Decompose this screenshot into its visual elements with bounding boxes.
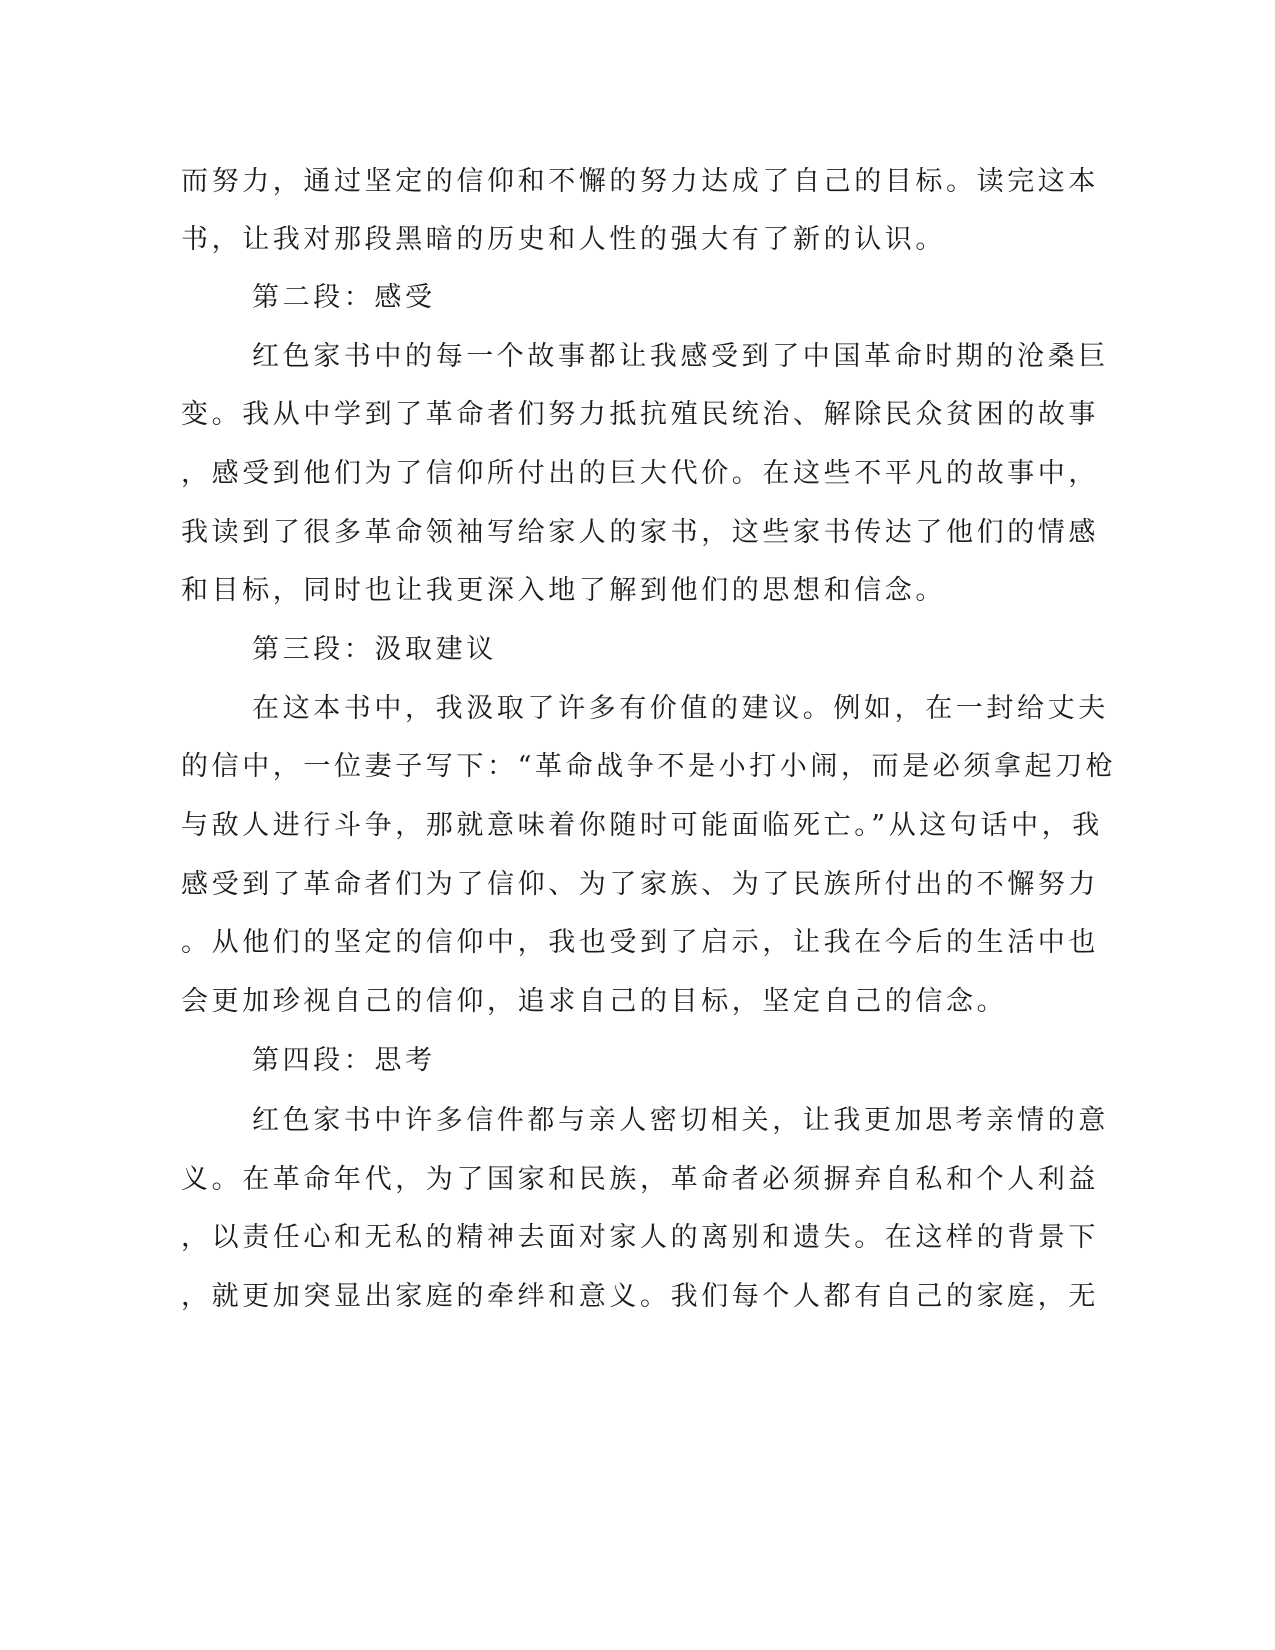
section-heading-3: 第三段：汲取建议	[252, 634, 497, 665]
text-line-18: 义。在革命年代，为了国家和民族，革命者必须摒弃自私和个人利益	[181, 1164, 1099, 1195]
text-line-6: ，感受到他们为了信仰所付出的巨大代价。在这些不平凡的故事中，	[181, 458, 1099, 489]
text-line-14: 。从他们的坚定的信仰中，我也受到了启示，让我在今后的生活中也	[181, 927, 1099, 958]
paragraph-start-line: 在这本书中，我汲取了许多有价值的建议。例如，在一封给丈夫	[252, 693, 1109, 724]
text-line-1: 而努力，通过坚定的信仰和不懈的努力达成了自己的目标。读完这本	[181, 166, 1099, 197]
text-line-8: 和目标，同时也让我更深入地了解到他们的思想和信念。	[181, 575, 946, 606]
section-heading-4: 第四段：思考	[252, 1045, 436, 1076]
text-line-7: 我读到了很多革命领袖写给家人的家书，这些家书传达了他们的情感	[181, 517, 1099, 548]
text-line-15: 会更加珍视自己的信仰，追求自己的目标，坚定自己的信念。	[181, 986, 1008, 1017]
paragraph-start-line: 红色家书中许多信件都与亲人密切相关，让我更加思考亲情的意	[252, 1105, 1109, 1136]
text-line-19: ，以责任心和无私的精神去面对家人的离别和遗失。在这样的背景下	[181, 1222, 1099, 1253]
section-heading-2: 第二段：感受	[252, 282, 436, 313]
text-line-20: ，就更加突显出家庭的牵绊和意义。我们每个人都有自己的家庭，无	[181, 1281, 1099, 1312]
text-line-5: 变。我从中学到了革命者们努力抵抗殖民统治、解除民众贫困的故事	[181, 399, 1099, 430]
text-line-12: 与敌人进行斗争，那就意味着你随时可能面临死亡。”从这句话中，我	[181, 810, 1103, 841]
text-line-11: 的信中，一位妻子写下：“革命战争不是小打小闹，而是必须拿起刀枪	[181, 751, 1117, 782]
paragraph-start-line: 红色家书中的每一个故事都让我感受到了中国革命时期的沧桑巨	[252, 341, 1109, 372]
text-line-2: 书，让我对那段黑暗的历史和人性的强大有了新的认识。	[181, 224, 946, 255]
text-line-13: 感受到了革命者们为了信仰、为了家族、为了民族所付出的不懈努力	[181, 869, 1099, 900]
